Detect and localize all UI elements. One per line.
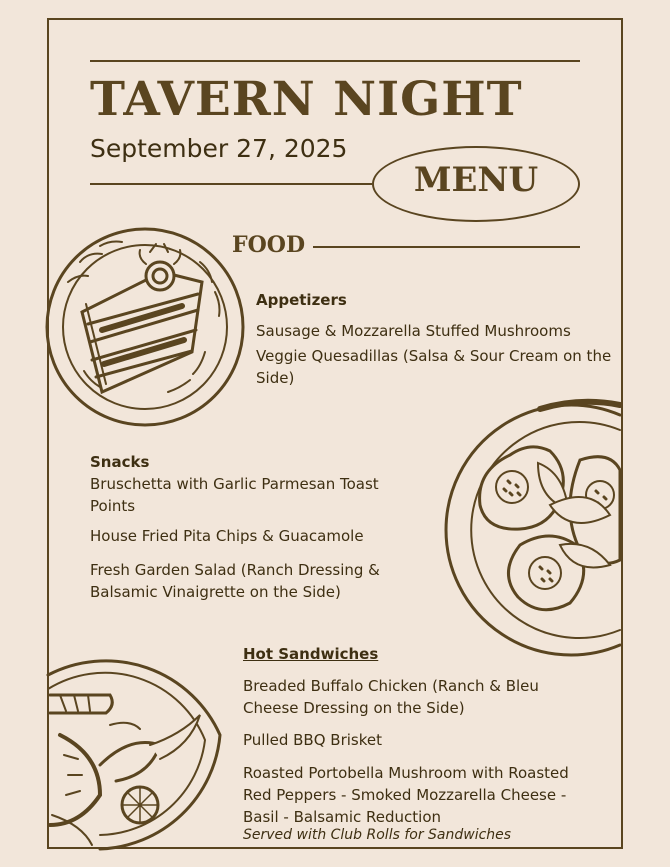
list-item: Veggie Quesadillas (Salsa & Sour Cream on the Side) bbox=[256, 347, 612, 387]
hot-sandwiches-heading: Hot Sandwiches bbox=[243, 645, 379, 663]
snacks-heading: Snacks bbox=[90, 453, 150, 471]
fig-plate-icon bbox=[420, 395, 625, 665]
top-divider bbox=[90, 60, 580, 62]
list-item: House Fried Pita Chips & Guacamole bbox=[90, 527, 364, 545]
list-item: Fresh Garden Salad (Ranch Dressing & Balsamic Vinaigrette on the Side) bbox=[90, 561, 380, 601]
sandwich-note: Served with Club Rolls for Sandwiches bbox=[243, 827, 512, 843]
shrimp-plate-icon bbox=[40, 625, 240, 855]
list-item: Sausage & Mozzarella Stuffed Mushrooms bbox=[256, 322, 571, 340]
list-item: Bruschetta with Garlic Parmesan Toast Points bbox=[90, 475, 379, 515]
event-date: September 27, 2025 bbox=[90, 134, 348, 163]
list-item: Pulled BBQ Brisket bbox=[243, 731, 382, 749]
list-item: Roasted Portobella Mushroom with Roasted Red Peppers - Smoked Mozzarella Cheese - Basil - Balsamic Reduction bbox=[243, 764, 569, 826]
food-heading: FOOD bbox=[232, 232, 306, 258]
list-item: Breaded Buffalo Chicken (Ranch & Bleu Cheese Dressing on the Side) bbox=[243, 677, 539, 717]
food-divider bbox=[313, 246, 580, 248]
page-title: TAVERN NIGHT bbox=[90, 72, 523, 127]
header-divider bbox=[90, 183, 372, 185]
menu-label: MENU bbox=[413, 160, 539, 200]
cake-plate-icon bbox=[40, 212, 250, 442]
appetizers-heading: Appetizers bbox=[256, 291, 347, 309]
